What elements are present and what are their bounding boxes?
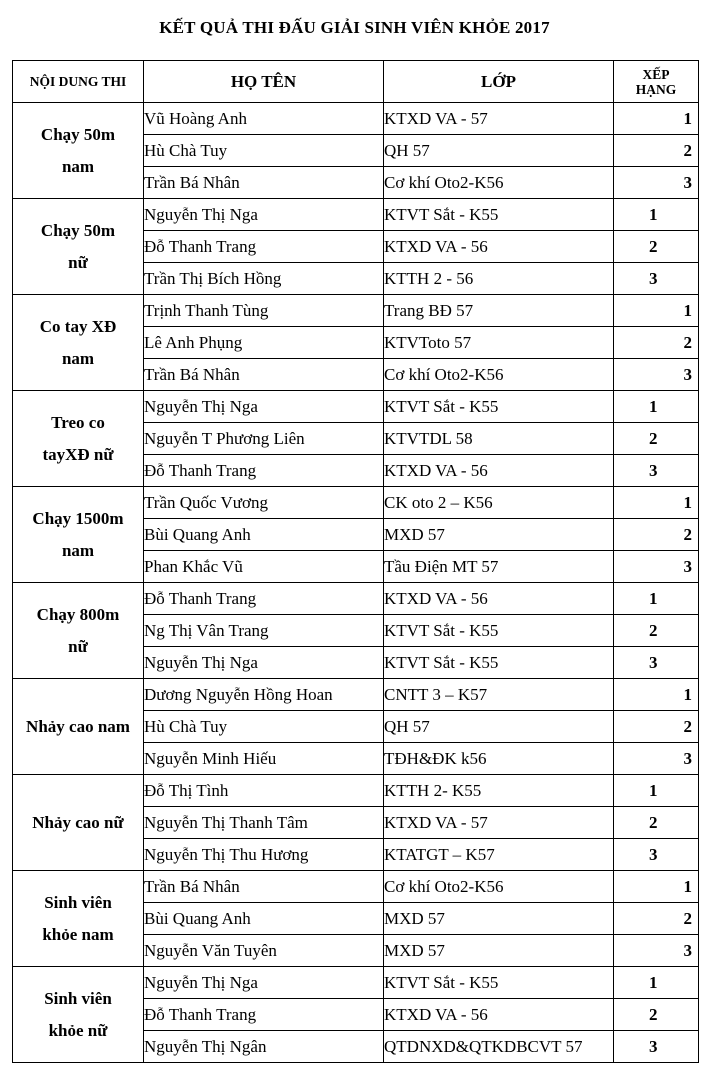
athlete-rank: 3 (614, 743, 699, 775)
athlete-name: Đỗ Thanh Trang (144, 231, 384, 263)
athlete-class: KTXD VA - 57 (384, 807, 614, 839)
athlete-rank: 1 (614, 103, 699, 135)
event-category (13, 103, 144, 199)
athlete-name: Đỗ Thị Tình (144, 775, 384, 807)
athlete-name: Đỗ Thanh Trang (144, 455, 384, 487)
event-category-line1: Chạy 800m (36, 604, 120, 624)
event-category-line2: khỏe nam (42, 924, 114, 944)
athlete-rank: 1 (614, 487, 699, 519)
athlete-name: Nguyễn Thị Nga (144, 391, 384, 423)
athlete-name: Trần Bá Nhân (144, 871, 384, 903)
event-category (13, 199, 144, 295)
event-category-line1: Chạy 1500m (32, 508, 124, 528)
athlete-rank: 1 (614, 871, 699, 903)
athlete-rank: 2 (614, 135, 699, 167)
athlete-class: CK oto 2 – K56 (384, 487, 614, 519)
athlete-class: KTVTDL 58 (384, 423, 614, 455)
athlete-name: Nguyễn Minh Hiếu (144, 743, 384, 775)
athlete-name: Nguyễn T Phương Liên (144, 423, 384, 455)
athlete-class: KTATGT – K57 (384, 839, 614, 871)
athlete-class: Tầu Điện MT 57 (384, 551, 614, 583)
event-category (13, 487, 144, 583)
event-category-line2: nam (61, 156, 95, 176)
event-category (13, 679, 144, 775)
athlete-class: CNTT 3 – K57 (384, 679, 614, 711)
event-category-line2: khỏe nữ (48, 1020, 108, 1040)
event-category-line1: Treo co (51, 412, 105, 432)
athlete-class: KTVToto 57 (384, 327, 614, 359)
athlete-class: MXD 57 (384, 903, 614, 935)
athlete-class: KTXD VA - 56 (384, 999, 614, 1031)
athlete-rank: 1 (614, 583, 699, 615)
results-body (13, 103, 699, 1063)
athlete-rank: 3 (614, 455, 699, 487)
athlete-class: KTXD VA - 56 (384, 231, 614, 263)
athlete-name: Nguyễn Văn Tuyên (144, 935, 384, 967)
event-category-line1: Chạy 50m (40, 220, 116, 240)
athlete-rank: 3 (614, 263, 699, 295)
header-class: LỚP (384, 61, 614, 103)
athlete-class: Trang BĐ 57 (384, 295, 614, 327)
results-table (12, 60, 699, 1063)
athlete-class: KTVT Sắt - K55 (384, 967, 614, 999)
event-category (13, 391, 144, 487)
event-category-line2: nữ (68, 252, 88, 272)
athlete-class: KTXD VA - 57 (384, 103, 614, 135)
athlete-name: Trần Bá Nhân (144, 167, 384, 199)
athlete-rank: 3 (614, 551, 699, 583)
event-category-line1: Co tay XĐ (39, 316, 117, 336)
header-category: NỘI DUNG THI (13, 61, 144, 103)
athlete-name: Trần Quốc Vương (144, 487, 384, 519)
athlete-class: QTDNXD&QTKDBCVT 57 (384, 1031, 614, 1063)
event-category-line1: Chạy 50m (40, 124, 116, 144)
athlete-rank: 3 (614, 167, 699, 199)
event-category (13, 967, 144, 1063)
athlete-rank: 3 (614, 647, 699, 679)
athlete-name: Trịnh Thanh Tùng (144, 295, 384, 327)
athlete-name: Đỗ Thanh Trang (144, 999, 384, 1031)
event-category-line2: tayXĐ nữ (42, 444, 114, 464)
header-row (13, 61, 699, 103)
athlete-class: MXD 57 (384, 519, 614, 551)
athlete-rank: 1 (614, 967, 699, 999)
table-row (13, 679, 699, 711)
table-row (13, 967, 699, 999)
document-title: KẾT QUẢ THI ĐẤU GIẢI SINH VIÊN KHỎE 2017 (159, 18, 550, 37)
athlete-rank: 3 (614, 1031, 699, 1063)
athlete-name: Bùi Quang Anh (144, 519, 384, 551)
athlete-rank: 2 (614, 711, 699, 743)
athlete-rank: 1 (614, 679, 699, 711)
table-row (13, 391, 699, 423)
athlete-class: KTVT Sắt - K55 (384, 647, 614, 679)
athlete-rank: 1 (614, 199, 699, 231)
athlete-name: Trần Thị Bích Hồng (144, 263, 384, 295)
header-rank (614, 61, 699, 103)
header-rank-line1: XẾP (642, 66, 670, 82)
event-category-line2: nam (61, 348, 95, 368)
athlete-class: KTXD VA - 56 (384, 455, 614, 487)
athlete-class: KTVT Sắt - K55 (384, 615, 614, 647)
table-row (13, 871, 699, 903)
athlete-class: KTVT Sắt - K55 (384, 199, 614, 231)
athlete-class: KTTH 2 - 56 (384, 263, 614, 295)
athlete-rank: 2 (614, 327, 699, 359)
athlete-name: Hù Chà Tuy (144, 711, 384, 743)
athlete-class: TĐH&ĐK k56 (384, 743, 614, 775)
athlete-class: Cơ khí Oto2-K56 (384, 871, 614, 903)
event-category (13, 583, 144, 679)
athlete-rank: 1 (614, 295, 699, 327)
table-row (13, 487, 699, 519)
athlete-name: Nguyễn Thị Nga (144, 199, 384, 231)
athlete-rank: 2 (614, 807, 699, 839)
athlete-name: Phan Khắc Vũ (144, 551, 384, 583)
table-row (13, 103, 699, 135)
athlete-rank: 3 (614, 935, 699, 967)
athlete-class: Cơ khí Oto2-K56 (384, 167, 614, 199)
athlete-rank: 1 (614, 391, 699, 423)
athlete-rank: 2 (614, 231, 699, 263)
athlete-rank: 2 (614, 423, 699, 455)
athlete-rank: 2 (614, 615, 699, 647)
athlete-rank: 2 (614, 999, 699, 1031)
athlete-name: Nguyễn Thị Ngân (144, 1031, 384, 1063)
table-row (13, 199, 699, 231)
athlete-name: Nguyễn Thị Nga (144, 967, 384, 999)
header-rank-line2: HẠNG (635, 81, 677, 97)
athlete-name: Dương Nguyễn Hồng Hoan (144, 679, 384, 711)
event-category-line1: Nhảy cao nữ (32, 812, 124, 832)
table-row (13, 295, 699, 327)
athlete-name: Bùi Quang Anh (144, 903, 384, 935)
event-category-line1: Sinh viên (44, 892, 112, 912)
event-category (13, 871, 144, 967)
athlete-rank: 2 (614, 903, 699, 935)
athlete-rank: 3 (614, 839, 699, 871)
event-category-line2: nam (61, 540, 95, 560)
event-category-line1: Sinh viên (44, 988, 112, 1008)
table-row (13, 775, 699, 807)
athlete-name: Trần Bá Nhân (144, 359, 384, 391)
athlete-name: Vũ Hoàng Anh (144, 103, 384, 135)
athlete-class: KTXD VA - 56 (384, 583, 614, 615)
event-category-line2: nữ (68, 636, 88, 656)
athlete-class: Cơ khí Oto2-K56 (384, 359, 614, 391)
header-name: HỌ TÊN (144, 61, 384, 103)
athlete-name: Ng Thị Vân Trang (144, 615, 384, 647)
event-category (13, 295, 144, 391)
athlete-name: Lê Anh Phụng (144, 327, 384, 359)
athlete-rank: 1 (614, 775, 699, 807)
athlete-name: Đỗ Thanh Trang (144, 583, 384, 615)
athlete-class: KTTH 2- K55 (384, 775, 614, 807)
table-row (13, 583, 699, 615)
athlete-class: QH 57 (384, 711, 614, 743)
athlete-name: Hù Chà Tuy (144, 135, 384, 167)
athlete-class: KTVT Sắt - K55 (384, 391, 614, 423)
athlete-name: Nguyễn Thị Thu Hương (144, 839, 384, 871)
athlete-name: Nguyễn Thị Thanh Tâm (144, 807, 384, 839)
athlete-class: MXD 57 (384, 935, 614, 967)
athlete-rank: 2 (614, 519, 699, 551)
athlete-class: QH 57 (384, 135, 614, 167)
event-category (13, 775, 144, 871)
event-category-line1: Nhảy cao nam (26, 716, 130, 736)
athlete-name: Nguyễn Thị Nga (144, 647, 384, 679)
athlete-rank: 3 (614, 359, 699, 391)
